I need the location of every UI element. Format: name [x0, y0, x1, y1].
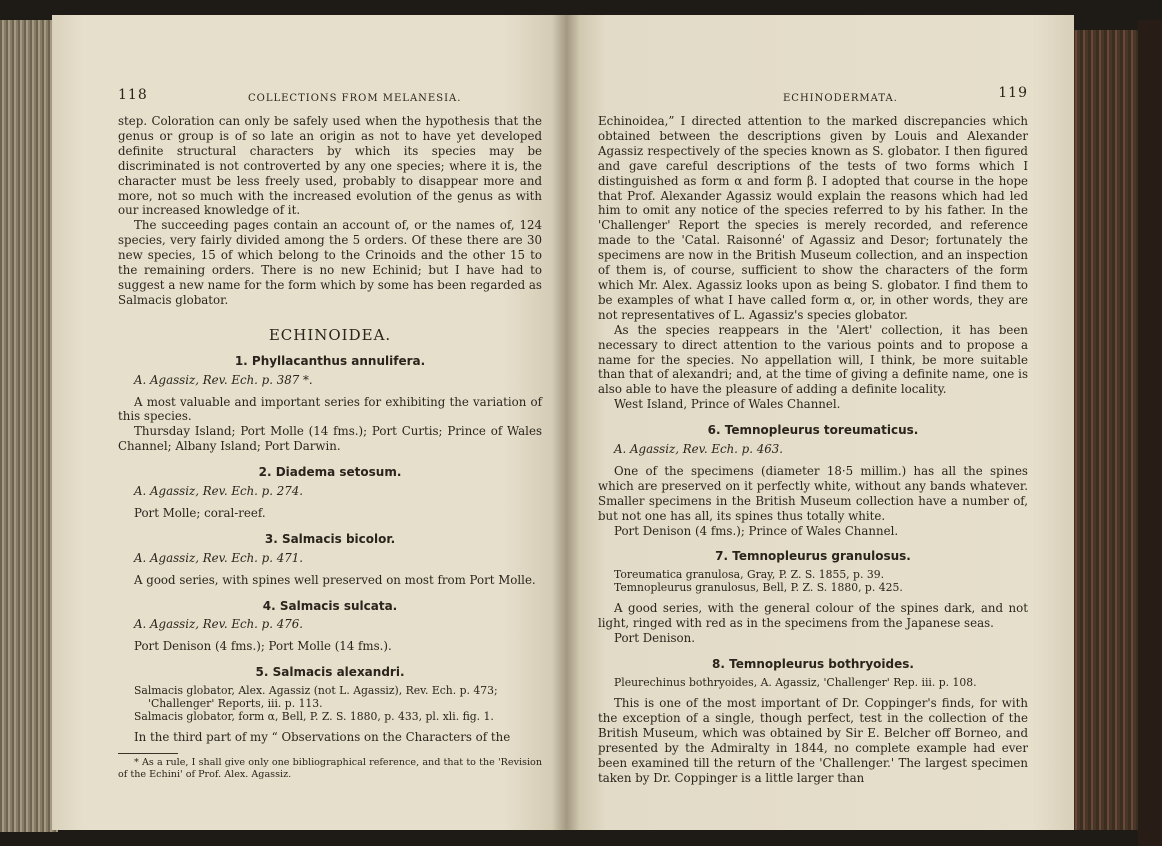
synonym-line: Temnopleurus granulosus, Bell, P. Z. S. 1880, p. 425. — [614, 581, 903, 595]
running-title-left: COLLECTIONS FROM MELANESIA. — [248, 93, 462, 104]
species-heading: 8. Temnopleurus bothryoides. — [712, 657, 914, 672]
paragraph: A good series, with spines well preserved on most from Port Molle. — [134, 572, 536, 587]
synonym-line: Pleurechinus bothryoides, A. Agassiz, 'Challenger' Rep. iii. p. 108. — [614, 676, 977, 689]
paragraph: Echinoidea,” I directed attention to the marked discrepancies which obtained between the descriptions given by Louis and Alexander Agassiz respectively of the species known as S. globator. I then figured and gave careful descriptions of the tests of two forms which I distinguished as form α and form β. I adopted that course in the hope that Prof. Alexander Agassiz would explain the reasons which had led him to omit any notice of the species referred to by his father. In the 'Challenger' Report the species is merely recorded, and reference made to the 'Catal. Raisonné' of Agassiz and Desor; fortunately the specimens are now in the British Museum collection, and an inspection of them is, of course, sufficient to show the characters of the form which Mr. Alex. Agassiz looks upon as being S. globator. I find them to be examples of what I have called form α, or, in other words, they are not representatives of L. Agassiz's species globator. — [598, 114, 1028, 322]
paragraph: This is one of the most important of Dr. Coppinger's finds, for with the exception of a single, though perfect, test in the collection of the British Museum, which was obtained by Sir E. Belcher off Borneo, and presented by the Admiralty in 1844, no complete example had ever been examined till the return of the 'Challenger.' The largest specimen taken by Dr. Coppinger is a little larger than — [598, 696, 1028, 785]
synonym-line: 'Challenger' Reports, iii. p. 113. — [148, 697, 323, 711]
paragraph: West Island, Prince of Wales Channel. — [614, 397, 841, 412]
paragraph: Port Denison (4 fms.); Port Molle (14 fms.). — [134, 639, 392, 654]
paragraph: Thursday Island; Port Molle (14 fms.); Port Curtis; Prince of Wales Channel; Albany Island; Port Darwin. — [118, 424, 542, 454]
synonym-line: Salmacis globator, form α, Bell, P. Z. S. 1880, p. 433, pl. xli. fig. 1. — [134, 710, 494, 724]
section-heading: ECHINOIDEA. — [268, 325, 392, 344]
species-citation: A. Agassiz, Rev. Ech. p. 471. — [134, 550, 303, 565]
paragraph: One of the specimens (diameter 18·5 millim.) has all the spines which are preserved on it perfectly white, without any bands whatever. Smaller specimens in the British Museum collection have a number of, but not one has all, its spines thus totally white. — [598, 463, 1028, 523]
species-heading: 6. Temnopleurus toreumaticus. — [707, 423, 919, 438]
species-citation: A. Agassiz, Rev. Ech. p. 274. — [134, 484, 303, 499]
left-running-head — [118, 87, 542, 114]
paragraph: A most valuable and important series for exhibiting the variation of this species. — [118, 394, 542, 424]
book-gutter — [552, 15, 580, 830]
paragraph: Port Denison (4 fms.); Prince of Wales Channel. — [614, 523, 899, 538]
book-cover — [1138, 20, 1162, 846]
left-page-edges — [0, 20, 58, 832]
page-number-left: 118 — [118, 87, 148, 103]
species-heading: 5. Salmacis alexandri. — [255, 665, 405, 680]
right-running-head — [598, 85, 1028, 114]
paragraph: The succeeding pages contain an account of, or the names of, 124 species, very fairly divided among the 5 orders. Of these there are 30 new species, 15 of which belong to the Crinoids and the other 15 to the remaining orders. There is no new Echinid; but I have had to suggest a new name for the form which by some has been regarded as Salmacis globator. — [118, 218, 542, 307]
paragraph: Port Molle; coral-reef. — [134, 505, 266, 520]
species-citation: A. Agassiz, Rev. Ech. p. 463. — [614, 442, 783, 457]
species-heading: 1. Phyllacanthus annulifera. — [234, 353, 426, 368]
synonym-line: Toreumatica granulosa, Gray, P. Z. S. 1855, p. 39. — [614, 568, 884, 582]
page-number-right: 119 — [998, 85, 1028, 101]
footnote: * As a rule, I shall give only one bibliographical reference, and that to the 'Revision of the Echini' of Prof. Alex. Agassiz. — [118, 757, 542, 780]
running-title-right: ECHINODERMATA. — [783, 93, 898, 104]
right-page-text — [598, 85, 1028, 785]
paragraph: As the species reappears in the 'Alert' collection, it has been necessary to direct attention to the various points and to propose a name for the species. No appellation will, I think, be more suitable than that of alexandri; and, at the time of giving a definite name, one is also able to have the pleasure of adding a definite locality. — [598, 322, 1028, 397]
species-heading: 4. Salmacis sulcata. — [262, 598, 398, 613]
species-citation: A. Agassiz, Rev. Ech. p. 476. — [134, 617, 303, 632]
synonym-line: Salmacis globator, Alex. Agassiz (not L. Agassiz), Rev. Ech. p. 473; — [134, 684, 498, 698]
paragraph: In the third part of my “ Observations on the Characters of the — [134, 730, 511, 745]
species-heading: 3. Salmacis bicolor. — [264, 531, 396, 546]
paragraph: step. Coloration can only be safely used when the hypothesis that the genus or group is of so late an origin as not to have yet developed definite structural characters by which its species may be discriminated is not controverted by any one species; where it is, the character must be less freely used, probably to disappear more and more, not so much with the increased evolution of the genus as with our increased knowledge of it. — [118, 114, 542, 218]
footnote-rule — [118, 753, 178, 754]
species-heading: 7. Temnopleurus granulosus. — [715, 549, 911, 564]
species-heading: 2. Diadema setosum. — [258, 465, 402, 480]
species-citation: A. Agassiz, Rev. Ech. p. 387 *. — [134, 372, 313, 387]
left-page-text — [118, 87, 542, 780]
paragraph: A good series, with the general colour of the spines dark, and not light, ringed with red as in the specimens from the Japanese seas. — [598, 601, 1028, 631]
paragraph: Port Denison. — [614, 631, 696, 646]
